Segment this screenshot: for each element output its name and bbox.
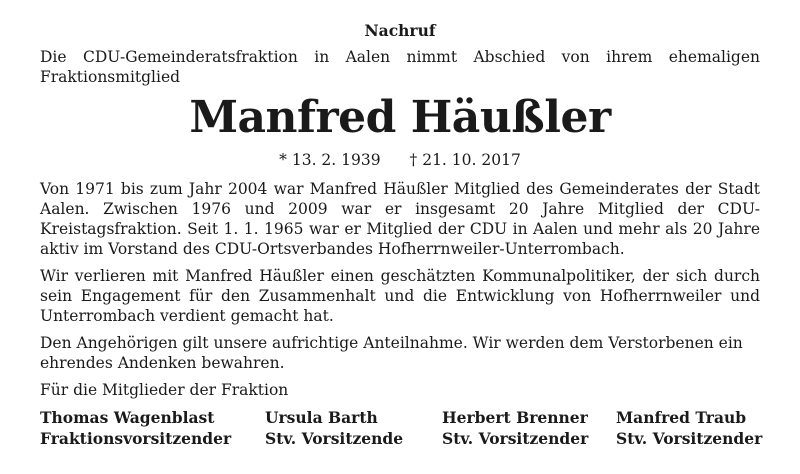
life-dates bbox=[0, 151, 800, 169]
closing-line: Für die Mitglieder der Fraktion bbox=[40, 381, 289, 399]
biography-paragraph: Von 1971 bis zum Jahr 2004 war Manfred Häußler Mitglied des Gemeinderates der Stadt Aalen. Zwischen 1976 und 2009 war er insgesamt 20 Jahre Mitglied der CDU-Kreistagsfraktion. Seit 1. 1. 1965 war er Mitglied der CDU in Aalen und mehr als 20 Jahre aktiv im Vorstand des CDU-Ortsverbandes Hofherrnweiler-Unterrombach. bbox=[40, 180, 760, 258]
signatory-role: Stv. Vorsitzende bbox=[265, 429, 404, 448]
signatory-name: Thomas Wagenblast bbox=[40, 408, 215, 427]
signatory-role: Fraktionsvorsitzender bbox=[40, 429, 232, 448]
signatory-role: Stv. Vorsitzender bbox=[616, 429, 763, 448]
intro-text: Die CDU-Gemeinderatsfraktion in Aalen nimmt Abschied von ihrem ehemaligen Fraktionsmitglied bbox=[40, 48, 760, 86]
birth-date: * 13. 2. 1939 bbox=[279, 151, 381, 169]
signatory-role: Stv. Vorsitzender bbox=[442, 429, 589, 448]
signatory bbox=[40, 407, 231, 449]
deceased-name: Manfred Häußler bbox=[189, 92, 611, 143]
condolence-paragraph bbox=[40, 333, 760, 373]
death-date: † 21. 10. 2017 bbox=[409, 151, 521, 169]
notice-heading: Nachruf bbox=[364, 21, 436, 40]
tribute-paragraph: Wir verlieren mit Manfred Häußler einen geschätzten Kommunalpolitiker, der sich durch sein Engagement für den Zusammenhalt und die Entwicklung von Hofherrnweiler und Unterrombach verdient gemacht hat. bbox=[40, 267, 760, 325]
condolence-text: Den Angehörigen gilt unsere aufrichtige Anteilnahme. Wir werden dem Verstorbenen ein ehrendes Andenken bewahren. bbox=[40, 334, 743, 372]
signatory-name: Herbert Brenner bbox=[442, 408, 588, 427]
signatory bbox=[442, 407, 588, 449]
signatory bbox=[265, 407, 403, 449]
signatory bbox=[616, 407, 762, 449]
signatory-name: Manfred Traub bbox=[616, 408, 747, 427]
signatory-name: Ursula Barth bbox=[265, 408, 378, 427]
